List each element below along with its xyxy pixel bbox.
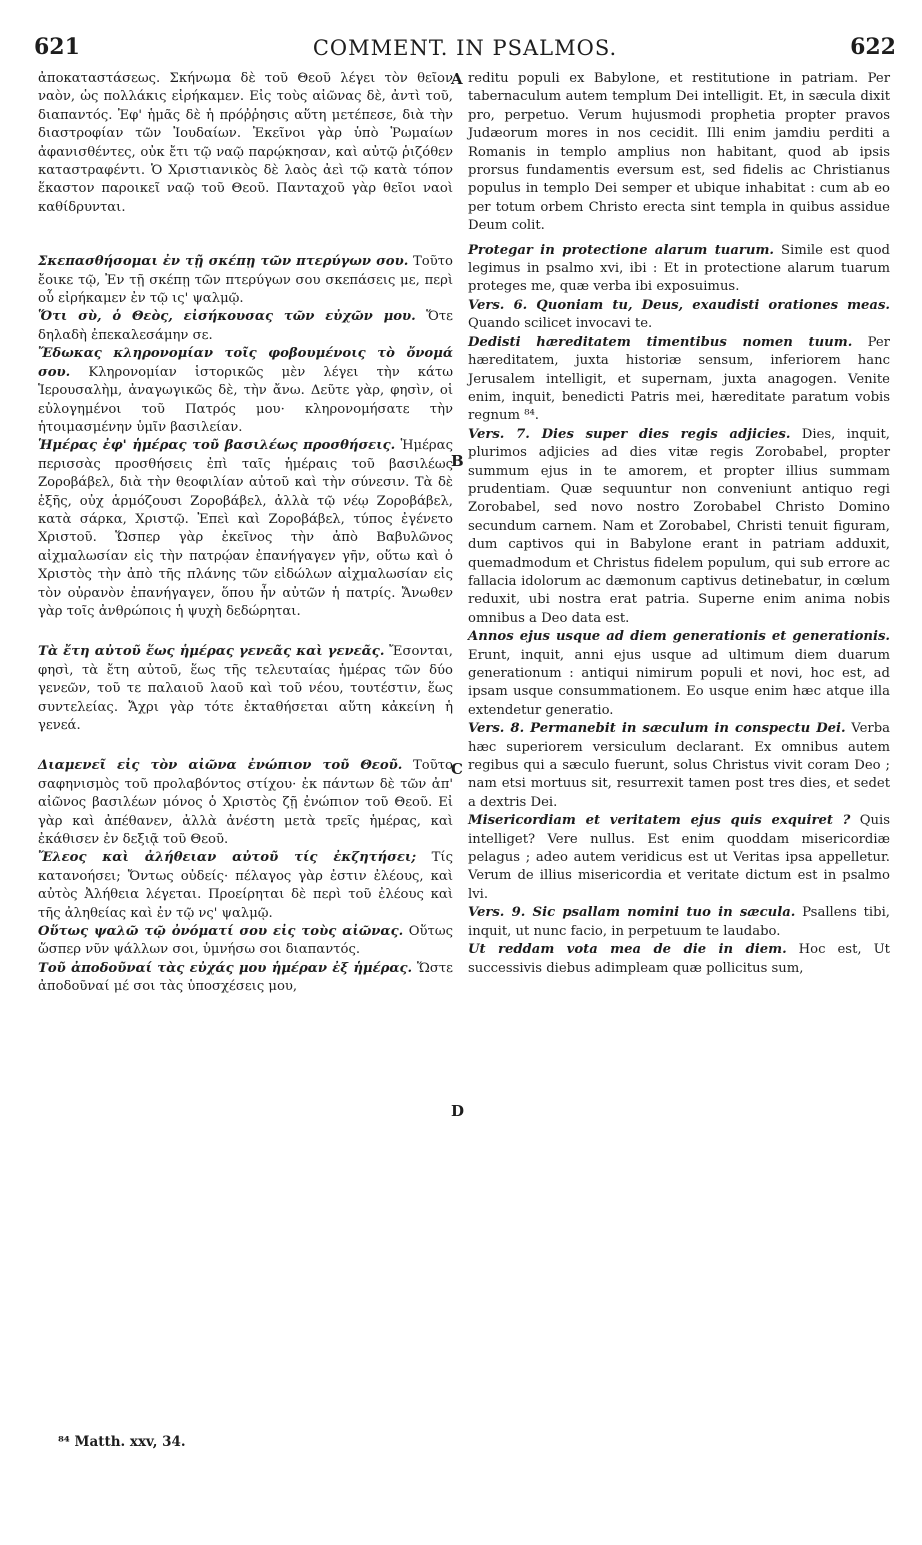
latin-paragraph — [468, 904, 890, 941]
latin-lemma: Annos ejus usque ad diem generationis et generationis. — [468, 629, 890, 645]
margin-letter-b: B — [451, 452, 464, 470]
paragraph-gap — [38, 217, 453, 253]
greek-text: Οὕτως ὥσπερ νῦν ψάλλων σοι, ὑμνήσω σοι διαπαντός. — [38, 924, 453, 958]
latin-paragraph — [468, 941, 890, 978]
greek-paragraph — [38, 437, 453, 621]
greek-lemma: Ὅτι σὺ, ὁ Θεὸς, εἰσήκουσας τῶν εὐχῶν μου. — [38, 309, 416, 325]
greek-paragraph — [38, 308, 453, 345]
latin-text: reditu populi ex Babylone, et restitutione in patriam. Per tabernaculum autem templum Dei intelligit. Et, in sæcula dixit pro, perpetuo. Verum hujusmodi prophetia propter pravos Judæorum mores in nos cecidit. Illi enim jamdiu perditi a Romanis in templo amplius non habitant, quod ab ipsis prorsus fundamentis eversum est, sed fidelis ac Christianus populus in templo Dei semper et ubique inhabitat : cum ab eo per totum orbem Christo erecta sint templa in quibus assidue Deum colit. — [468, 71, 890, 234]
latin-lemma: Misericordiam et veritatem ejus quis exquiret ? — [468, 813, 851, 829]
greek-lemma: Τοῦ ἀποδοῦναί τὰς εὐχάς μου ἡμέραν ἐξ ἡμέρας. — [38, 960, 413, 976]
greek-lemma: Ἔλεος καὶ ἀλήθειαν αὐτοῦ τίς ἐκζητήσει; — [38, 850, 417, 866]
greek-text: Τίς κατανοήσει; Ὄντως οὐδείς· πέλαγος γὰρ ἐστιν ἐλέους, καὶ αὐτὸς Ἀλήθεια λέγεται. Προείρηται δὲ περὶ τοῦ ἐλέους καὶ τῆς ἀληθείας καὶ ἐν τῷ νς' ψαλμῷ. — [38, 850, 453, 921]
greek-paragraph — [38, 923, 453, 960]
latin-text: Dies, inquit, plurimos adjicies ad dies vitæ regis Zorobabel, propter summum ejus in te amorem, et propter illius summam prudentiam. Quæ sequuntur non conveniunt antiquo regi Zorobabel, sed novo nostro Zorobabel Christo Domino secundum carnem. Nam et Zorobabel, Christi tenuit figuram, dum captivos qui in Babylone erant in patriam adduxit, quemadmodum et Christus fidelem populum, qui sub errore ac fallacia idolorum ac dæmonum captivus detinebatur, in cœlum reduxit, ubi nostra erat patria. Superne enim anima nobis omnibus a Deo data est. — [468, 426, 890, 626]
latin-text: Psallens tibi, inquit, ut nunc facio, in perpetuum te laudabo. — [468, 905, 890, 939]
latin-paragraph — [468, 297, 890, 334]
greek-column — [38, 70, 453, 997]
margin-letter-d: D — [451, 1102, 465, 1120]
greek-lemma: Οὕτως ψαλῶ τῷ ὀνόματί σου εἰς τοὺς αἰῶνας. — [38, 924, 404, 940]
footnote: ⁸⁴ Matth. xxv, 34. — [58, 1434, 186, 1450]
page-number-right: 622 — [850, 34, 896, 60]
latin-paragraph — [468, 426, 890, 628]
greek-text: ἀποκαταστάσεως. Σκήνωμα δὲ τοῦ Θεοῦ λέγει τὸν θεῖον ναὸν, ὡς πολλάκις εἰρήκαμεν. Εἰς τοὺς αἰῶνας δὲ, ἀντὶ τοῦ, διαπαντός. Ἐφ' ἡμᾶς δὲ ἡ πρόῤῥησις αὕτη μετέπεσε, διὰ τὴν διαστροφίαν τῶν Ἰουδαίων. Ἐκεῖνοι γὰρ ὑπὸ Ῥωμαίων ἀφανισθέντες, οὐκ ἔτι τῷ ναῷ παρῴκησαν, καὶ αὐτῷ ῥιζόθεν καταστραφέντι. Ὁ Χριστιανικὸς δὲ λαὸς ἀεὶ τῷ κατὰ τόπον ἕκαστον παροικεῖ ναῷ τοῦ Θεοῦ. Πανταχοῦ γὰρ θεῖοι ναοὶ καθίδρυνται. — [38, 71, 453, 215]
greek-text: Ἡμέρας περισσὰς προσθήσεις ἐπὶ ταῖς ἡμέραις τοῦ βασιλέως Ζοροβάβελ, διὰ τὴν θεοφιλίαν αὐτοῦ καὶ τὴν σύνεσιν. Τὰ δὲ ἑξῆς, οὐχ ἁρμόζουσι Ζοροβάβελ, ἀλλὰ τῷ νέῳ Ζοροβάβελ, κατὰ σάρκα, Χριστῷ. Ἐπεὶ καὶ Ζοροβάβελ, τύπος ἐγένετο Χριστοῦ. Ὥσπερ γὰρ ἐκεῖνος τὴν ἀπὸ Βαβυλῶνος αἰχμαλωσίαν εἰς τὴν πατρῴαν ἐπανήγαγεν γῆν, οὕτω καὶ ὁ Χριστὸς τὴν ἀπὸ τῆς πλάνης τῶν εἰδώλων αἰχμαλωσίαν εἰς τὸν οὐρανὸν ἐπανήγαγεν, ὅπου ἦν αὐτῶν ἡ πατρίς. Ἄνωθεν γὰρ τοῖς ἀνθρώποις ἡ ψυχὴ δεδώρηται. — [38, 438, 453, 619]
latin-paragraph — [468, 334, 890, 426]
page-number-left: 621 — [34, 34, 80, 60]
greek-text: Κληρονομίαν ἱστορικῶς μὲν λέγει τὴν κάτω Ἱερουσαλὴμ, ἀναγωγικῶς δὲ, τὴν ἄνω. Δεῦτε γὰρ, φησὶν, οἱ εὐλογημένοι τοῦ Πατρός μου· κληρονομήσατε τὴν ἡτοιμασμένην ὑμῖν βασιλείαν. — [38, 364, 453, 435]
latin-paragraph — [468, 720, 890, 812]
latin-lemma: Protegar in protectione alarum tuarum. — [468, 242, 775, 258]
latin-text: Erunt, inquit, anni ejus usque ad ultimum diem duarum generationum : antiqui nimirum populi et novi, hoc est, ad ipsam usque consummationem. Eo usque enim hæc atque illa extendetur generatio. — [468, 647, 890, 718]
latin-text: Verba hæc superiorem versiculum declarant. Ex omnibus autem regibus qui a sæculo fuerunt, solus Christus vivit coram Deo ; nam etsi mortuus sit, resurrexit tamen post tres dies, et sedet a dextris Dei. — [468, 721, 891, 810]
running-title: COMMENT. IN PSALMOS. — [312, 36, 618, 60]
latin-text: Hoc est, Ut successivis diebus adimpleam quæ pollicitus sum, — [468, 942, 890, 976]
greek-lemma: Ἡμέρας ἐφ' ἡμέρας τοῦ βασιλέως προσθήσεις. — [38, 438, 396, 454]
latin-paragraph — [468, 628, 890, 720]
latin-lemma: Vers. 9. Sic psallam nomini tuo in sæcula. — [468, 905, 796, 921]
greek-lemma: Σκεπασθήσομαι ἐν τῇ σκέπῃ τῶν πτερύγων σου. — [38, 254, 409, 270]
latin-lemma: Dedisti hæreditatem timentibus nomen tuum. — [468, 334, 853, 350]
latin-text: Quando scilicet invocavi te. — [468, 316, 653, 332]
latin-paragraph — [468, 242, 890, 297]
page-header — [28, 28, 902, 68]
greek-lemma: Ἔδωκας κληρονομίαν τοῖς φοβουμένοις τὸ ὄνομά σου. — [38, 346, 453, 380]
latin-paragraph — [468, 812, 890, 904]
greek-text: Τοῦτο ἔοικε τῷ, Ἐν τῇ σκέπῃ τῶν πτερύγων σου σκεπάσεις με, περὶ οὗ εἰρήκαμεν ἐν τῷ ις' ψαλμῷ. — [38, 254, 453, 307]
greek-paragraph — [38, 345, 453, 437]
greek-text: Ἔσονται, φησὶ, τὰ ἔτη αὐτοῦ, ἕως τῆς τελευταίας ἡμέρας τῶν δύο γενεῶν, τοῦ τε παλαιοῦ λαοῦ καὶ τοῦ νέου, τουτέστιν, ἕως συντελείας. Ἄχρι γὰρ τότε ἐκταθήσεται αὕτη κἀκείνη ἡ γενεά. — [38, 644, 453, 733]
margin-letter-a: A — [451, 70, 463, 88]
greek-paragraph — [38, 960, 453, 997]
latin-lemma: Vers. 7. Dies super dies regis adjicies. — [468, 426, 791, 442]
greek-text: Ὥστε ἀποδοῦναί μέ σοι τὰς ὑποσχέσεις μου, — [38, 960, 454, 995]
latin-text: Quis intelliget? Vere nullus. Est enim quoddam misericordiæ pelagus ; adeo autem veridicus est ut Veritas ipsa appelletur. Verum de illius misericordia et veritate dictum est in psalmo lvi. — [468, 813, 890, 902]
greek-paragraph — [38, 253, 453, 308]
greek-text: Ὅτε δηλαδὴ ἐπεκαλεσάμην σε. — [38, 309, 453, 343]
greek-paragraph — [38, 70, 453, 217]
greek-lemma: Διαμενεῖ εἰς τὸν αἰῶνα ἐνώπιον τοῦ Θεοῦ. — [38, 758, 403, 774]
greek-text: Τοῦτο σαφηνισμὸς τοῦ προλαβόντος στίχου· ἐκ πάντων δὲ τῶν ἀπ' αἰῶνος βασιλέων μόνος ὁ Χριστὸς ζῇ ἐνώπιον τοῦ Θεοῦ. Εἰ γὰρ καὶ ἀπέθανεν, ἀλλὰ ἀνέστη μετὰ τρεῖς ἡμέρας, καὶ ἐκάθισεν ἐν δεξιᾷ τοῦ Θεοῦ. — [38, 758, 453, 848]
paragraph-gap — [38, 735, 453, 757]
latin-text: Simile est quod legimus in psalmo xvi, ibi : Et in protectione alarum tuarum proteges me, quæ verba ibi exposuimus. — [468, 242, 890, 295]
paragraph-gap — [38, 621, 453, 643]
latin-paragraph — [468, 70, 890, 236]
greek-paragraph — [38, 849, 453, 923]
greek-paragraph — [38, 643, 453, 735]
latin-lemma: Vers. 6. Quoniam tu, Deus, exaudisti orationes meas. — [468, 297, 890, 313]
latin-lemma: Vers. 8. Permanebit in sæculum in conspectu Dei. — [468, 721, 846, 737]
latin-text: Per hæreditatem, juxta historiæ sensum, inferiorem hanc Jerusalem intelligit, et supernam, juxta anagogen. Venite enim, inquit, benedicti Patris mei, hæreditate paratum vobis regnum ⁸⁴. — [468, 334, 890, 424]
latin-lemma: Ut reddam vota mea de die in diem. — [468, 942, 787, 958]
greek-paragraph — [38, 757, 453, 849]
latin-column — [468, 70, 890, 978]
greek-lemma: Τὰ ἔτη αὐτοῦ ἕως ἡμέρας γενεᾶς καὶ γενεᾶς. — [38, 644, 385, 660]
margin-letter-c: C — [451, 760, 463, 778]
